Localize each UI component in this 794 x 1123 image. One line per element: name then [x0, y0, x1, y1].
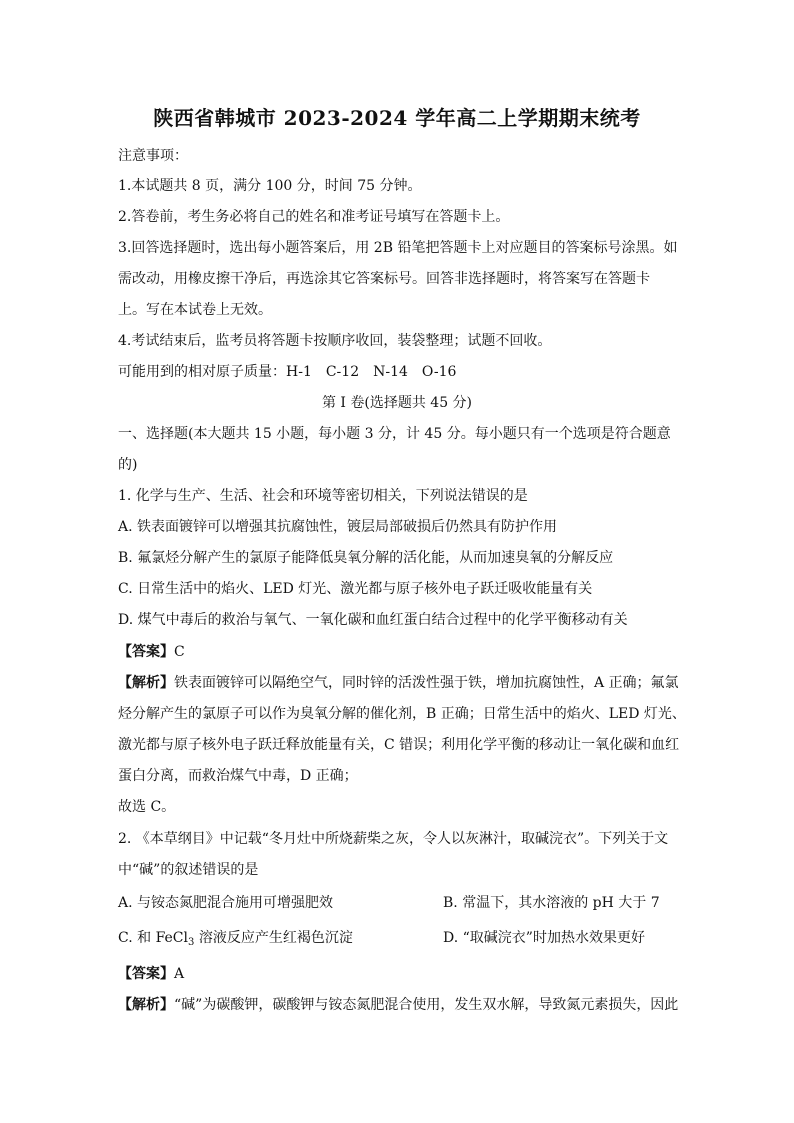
answer-value: C	[174, 644, 185, 660]
question-1-analysis-line: 烃分解产生的氯原子可以作为臭氧分解的催化剂，B 正确；日常生活中的焰火、LED 灯光、	[118, 706, 686, 722]
question-1-option-d: D. 煤气中毒后的救治与氧气、一氧化碳和血红蛋白结合过程中的化学平衡移动有关	[118, 612, 628, 628]
question-1-analysis-line: 激光都与原子核外电子跃迁释放能量有关，C 错误；利用化学平衡的移动让一氧化碳和血红	[118, 737, 680, 753]
analysis-label: 【解析】	[118, 675, 174, 691]
question-2-analysis	[118, 995, 684, 1015]
question-1-option-b: B. 氟氯烃分解产生的氯原子能降低臭氧分解的活化能，从而加速臭氧的分解反应	[118, 550, 614, 566]
notice-heading: 注意事项：	[118, 148, 188, 164]
question-1-analysis	[118, 673, 684, 693]
part-heading-cont: 的)	[118, 457, 138, 473]
section-title: 第 I 卷(选择题共 45 分)	[321, 395, 473, 411]
question-1-option-a: A. 铁表面镀锌可以增强其抗腐蚀性，镀层局部破损后仍然具有防护作用	[118, 519, 558, 535]
notice-item-2: 2.答卷前，考生务必将自己的姓名和准考证号填写在答题卡上。	[118, 209, 510, 225]
question-2-answer	[118, 964, 684, 984]
option-c-suffix: 溶液反应产生红褐色沉淀	[194, 930, 353, 946]
page-title: 陕西省韩城市 2023-2024 学年高二上学期期末统考	[153, 106, 641, 130]
question-2-stem: 2. 《本草纲目》中记载“冬月灶中所烧薪柴之灰，令人以灰淋汁，取碱浣衣”。下列关于文	[118, 831, 669, 847]
notice-item-1: 1.本试题共 8 页，满分 100 分，时间 75 分钟。	[118, 178, 422, 194]
analysis-text: 铁表面镀锌可以隔绝空气，同时锌的活泼性强于铁，增加抗腐蚀性，A 正确；氟氯	[174, 675, 679, 691]
notice-item-3-end: 上。写在本试卷上无效。	[118, 302, 272, 318]
question-2-option-d: D. “取碱浣衣”时加热水效果更好	[443, 930, 645, 946]
question-2-stem-cont: 中“碱”的叙述错误的是	[118, 862, 259, 878]
question-1-analysis-line: 蛋白分离，而救治煤气中毒，D 正确；	[118, 768, 358, 784]
analysis-text: “碱”为碳酸钾，碳酸钾与铵态氮肥混合使用，发生双水解，导致氮元素损失，因此	[174, 997, 679, 1013]
analysis-label: 【解析】	[118, 997, 174, 1013]
question-2-option-b: B. 常温下，其水溶液的 pH 大于 7	[443, 895, 660, 911]
part-heading: 一、选择题(本大题共 15 小题，每小题 3 分，计 45 分。每小题只有一个选项是符合题意	[118, 426, 671, 442]
question-1-stem: 1. 化学与生产、生活、社会和环境等密切相关，下列说法错误的是	[118, 488, 528, 504]
answer-value: A	[174, 966, 185, 982]
atomic-mass-line: 可能用到的相对原子质量：H-1 C-12 N-14 O-16	[118, 364, 457, 380]
answer-label: 【答案】	[118, 644, 174, 660]
option-c-subscript: 3	[188, 937, 195, 948]
notice-item-4: 4.考试结束后，监考员将答题卡按顺序收回，装袋整理；试题不回收。	[118, 333, 552, 349]
option-c-prefix: C. 和 FeCl	[118, 930, 188, 946]
notice-item-3: 3.回答选择题时，选出每小题答案后，用 2B 铅笔把答题卡上对应题目的答案标号涂黑。如	[118, 240, 678, 256]
answer-label: 【答案】	[118, 966, 174, 982]
question-1-answer	[118, 642, 684, 662]
question-1-conclusion: 故选 C。	[118, 799, 176, 815]
question-2-option-a: A. 与铵态氮肥混合施用可增强肥效	[118, 895, 334, 911]
question-1-option-c: C. 日常生活中的焰火、LED 灯光、激光都与原子核外电子跃迁吸收能量有关	[118, 581, 593, 597]
notice-item-3-cont: 需改动，用橡皮擦干净后，再选涂其它答案标号。回答非选择题时，将答案写在答题卡	[118, 271, 650, 287]
